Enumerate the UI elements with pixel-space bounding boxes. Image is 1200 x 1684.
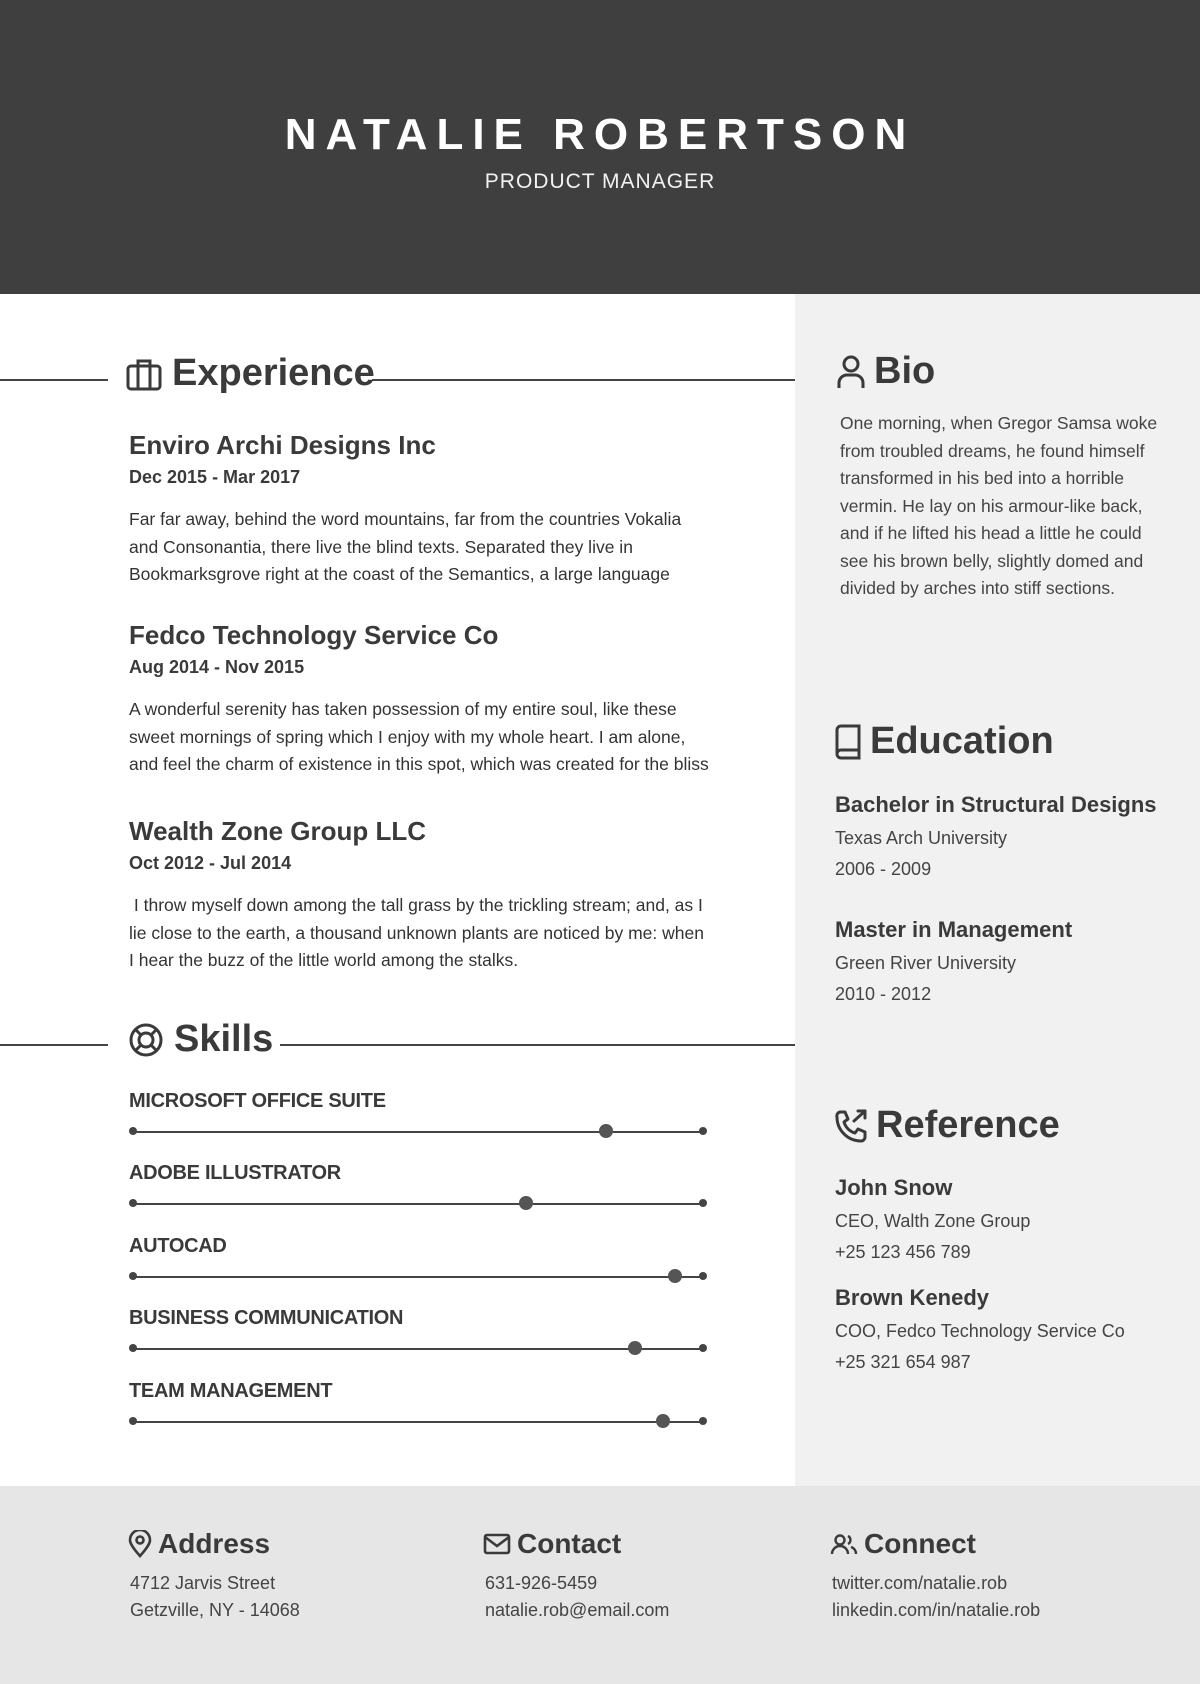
users-icon (830, 1532, 858, 1556)
connect-block (830, 1528, 1040, 1624)
skill-name: BUSINESS COMMUNICATION (129, 1307, 404, 1329)
education-entry (835, 917, 1175, 1005)
address-heading (128, 1528, 300, 1560)
education-years: 2006 - 2009 (835, 859, 932, 879)
skill-name: TEAM MANAGEMENT (129, 1380, 333, 1402)
address-line: 4712 Jarvis Street (130, 1573, 276, 1593)
reference-heading (834, 1104, 1060, 1147)
education-heading (834, 720, 1054, 763)
skill-item (129, 1235, 709, 1258)
reference-role: CEO, Walth Zone Group (835, 1211, 1031, 1231)
reference-phone: +25 321 654 987 (835, 1352, 971, 1372)
skill-level-knob (519, 1196, 533, 1210)
skill-track-end (699, 1127, 707, 1135)
reference-name: Brown Kenedy (835, 1285, 990, 1310)
person-name: NATALIE ROBERTSON (284, 110, 916, 159)
job-company: Wealth Zone Group LLC (129, 816, 427, 846)
mail-icon (483, 1532, 511, 1556)
skills-heading (128, 1018, 273, 1061)
briefcase-icon (126, 356, 162, 392)
job-entry (129, 816, 709, 975)
reference-name: John Snow (835, 1175, 953, 1200)
contact-block (483, 1528, 669, 1624)
education-entry (835, 792, 1175, 880)
skill-track-start (129, 1127, 137, 1135)
education-degree: Bachelor in Structural Designs (835, 792, 1157, 817)
skill-track-start (129, 1272, 137, 1280)
skills-divider-left (0, 1044, 108, 1046)
skills-title: Skills (174, 1018, 274, 1060)
skill-track-end (699, 1344, 707, 1352)
skill-name: MICROSOFT OFFICE SUITE (129, 1090, 386, 1112)
linkedin-link[interactable]: linkedin.com/in/natalie.rob (832, 1600, 1041, 1620)
experience-title: Experience (172, 352, 375, 394)
education-degree: Master in Management (835, 917, 1073, 942)
contact-heading (483, 1528, 669, 1560)
lifebuoy-icon (128, 1022, 164, 1058)
resume-header (0, 0, 1200, 294)
user-icon (836, 354, 866, 390)
twitter-link[interactable]: twitter.com/natalie.rob (832, 1573, 1008, 1593)
contact-phone[interactable]: 631-926-5459 (485, 1573, 598, 1593)
job-description: I throw myself down among the tall grass by the trickling stream; and, as I lie close to the earth, a thousand unknown plants are noticed by me: when I hear the buzz of the little world among the stalks. (129, 895, 709, 970)
skill-track-start (129, 1199, 137, 1207)
skill-item (129, 1380, 709, 1403)
address-title: Address (158, 1528, 271, 1559)
skill-item (129, 1307, 709, 1330)
reference-role: COO, Fedco Technology Service Co (835, 1321, 1125, 1341)
reference-entry (835, 1285, 1175, 1373)
skill-track-start (129, 1344, 137, 1352)
skill-level-knob (628, 1341, 642, 1355)
skill-track-end (699, 1417, 707, 1425)
skill-track-end (699, 1199, 707, 1207)
education-title: Education (870, 720, 1054, 762)
experience-divider-left (0, 379, 108, 381)
skill-track (133, 1421, 703, 1423)
education-years: 2010 - 2012 (835, 984, 932, 1004)
job-company: Enviro Archi Designs Inc (129, 430, 436, 460)
skill-name: ADOBE ILLUSTRATOR (129, 1162, 341, 1184)
skill-track (133, 1348, 703, 1350)
job-company: Fedco Technology Service Co (129, 620, 499, 650)
bio-text: One morning, when Gregor Samsa woke from troubled dreams, he found himself transformed in his bed into a horrible vermin. He lay on his armour-like back, and if he lifted his head a little he could see his brown belly, slightly domed and divided by arches into stiff sections. (840, 413, 1158, 598)
job-entry (129, 430, 709, 589)
skill-level-knob (656, 1414, 670, 1428)
skill-track-end (699, 1272, 707, 1280)
bio-title: Bio (874, 350, 936, 392)
address-line: Getzville, NY - 14068 (130, 1600, 300, 1620)
skills-divider-right (280, 1044, 795, 1046)
job-description: Far far away, behind the word mountains, far from the countries Vokalia and Consonantia, there live the blind texts. Separated they live in Bookmarksgrove right at the coast of the Semantics, a large language (129, 509, 687, 584)
experience-divider-right (372, 379, 795, 381)
skill-track (133, 1203, 703, 1205)
job-dates: Aug 2014 - Nov 2015 (129, 657, 305, 677)
address-block (128, 1528, 300, 1624)
contact-email[interactable]: natalie.rob@email.com (485, 1600, 670, 1620)
job-dates: Oct 2012 - Jul 2014 (129, 853, 292, 873)
skill-track (133, 1276, 703, 1278)
map-pin-icon (128, 1530, 152, 1558)
reference-title: Reference (876, 1104, 1060, 1146)
skill-item (129, 1162, 709, 1185)
job-description: A wonderful serenity has taken possession of my entire soul, like these sweet mornings of spring which I enjoy with my whole heart. I am alone, and feel the charm of existence in this spot, which was created for the bliss (129, 699, 709, 774)
experience-heading (126, 352, 375, 395)
education-school: Texas Arch University (835, 828, 1008, 848)
skill-track (133, 1131, 703, 1133)
skill-item (129, 1090, 709, 1113)
connect-title: Connect (864, 1528, 976, 1559)
skill-name: AUTOCAD (129, 1235, 227, 1257)
reference-entry (835, 1175, 1175, 1263)
phone-forward-icon (834, 1108, 868, 1144)
job-title: PRODUCT MANAGER (484, 170, 716, 193)
bio-heading (836, 350, 935, 393)
skill-track-start (129, 1417, 137, 1425)
education-school: Green River University (835, 953, 1017, 973)
reference-phone: +25 123 456 789 (835, 1242, 971, 1262)
skill-level-knob (668, 1269, 682, 1283)
job-dates: Dec 2015 - Mar 2017 (129, 467, 301, 487)
skill-level-knob (599, 1124, 613, 1138)
contact-title: Contact (517, 1528, 622, 1559)
book-icon (834, 724, 862, 760)
connect-heading (830, 1528, 1040, 1560)
job-entry (129, 620, 709, 779)
